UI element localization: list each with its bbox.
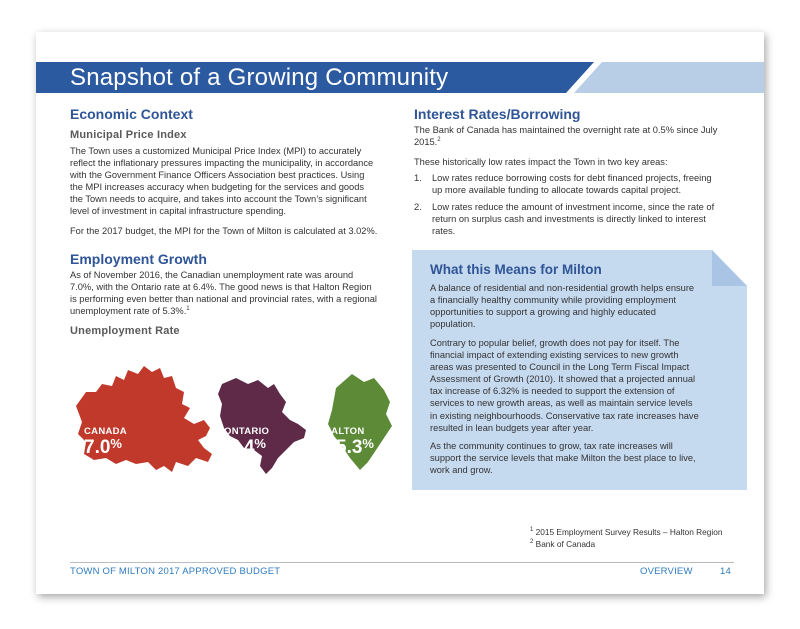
mpi-paragraph: The Town uses a customized Municipal Price Index (MPI) to accurately reflect the inflationary pressures impacting the municipality, in accordance with the Government Finance Officers Association best practices. Using the MPI increases accuracy when budgeting for the services and goods the Town needs to acquire, and takes into account the Town’s significant level of investment in capital infrastructure spending.: [70, 146, 374, 217]
footnote-2: $^2$ Bank of Canada: [530, 539, 596, 549]
footer-section: OVERVIEW: [640, 566, 693, 577]
footer-divider: [70, 562, 734, 563]
footnote-1: $^1$ 2015 Employment Survey Results – Halton Region: [530, 527, 723, 537]
ontario-value: 6.4%: [228, 436, 266, 458]
interest-intro: The Bank of Canada has maintained the overnight rate at 0.5% since July 2015.$^2$: [414, 125, 718, 148]
employment-growth-heading: Employment Growth: [70, 251, 207, 267]
unemployment-rate-heading: Unemployment Rate: [70, 325, 180, 337]
callout-paragraph-3: As the community continues to grow, tax rate increases will support the service levels that make Milton the best place to live, work and grow.: [430, 441, 696, 476]
callout-paragraph-1: A balance of residential and non-residential growth helps ensure a financially healthy community while providing employment opportunities to support a growing and highly educated population.: [430, 283, 695, 330]
employment-paragraph: As of November 2016, the Canadian unemployment rate was around 7.0%, with the Ontario rate at 6.4%. The good news is that Halton Region is performing even better than national and provincial rates, with a regional unemployment rate of 5.3%.$^1$: [70, 270, 377, 317]
interest-rates-heading: Interest Rates/Borrowing: [414, 106, 581, 122]
interest-lead: These historically low rates impact the Town in two key areas:: [414, 157, 668, 167]
page-number: 14: [720, 566, 731, 577]
halton-value: 5.3%: [336, 436, 374, 458]
callout-heading: What this Means for Milton: [430, 262, 602, 277]
mpi-heading: Municipal Price Index: [70, 129, 187, 141]
footer-title: TOWN OF MILTON 2017 APPROVED BUDGET: [70, 566, 281, 577]
economic-context-heading: Economic Context: [70, 106, 193, 122]
callout-paragraph-2: Contrary to popular belief, growth does not pay for itself. The financial impact of extending existing services to new growth areas was presented to Council in the Long Term Fiscal Impact Assessment of Growth (2010). It showed that a projected annual tax increase of 6.32% is needed to support the extension of services to new growth areas, as well as maintain service levels in existing neighbourhoods. Conservative tax rate increases have resulted in lean budgets year after year.: [430, 338, 699, 433]
milton-callout-box: [412, 250, 747, 490]
mpi-result: For the 2017 budget, the MPI for the Town of Milton is calculated at 3.02%.: [70, 226, 378, 236]
document-page: [36, 32, 764, 594]
interest-list: [414, 172, 749, 242]
ontario-label: ONTARIO: [224, 426, 270, 437]
unemployment-maps: [72, 362, 402, 492]
canada-label: CANADA: [84, 426, 127, 437]
page-title: Snapshot of a Growing Community: [70, 64, 449, 91]
halton-label: HALTON: [324, 426, 365, 437]
list-item: 2. Low rates reduce the amount of investment income, since the rate of return on surplus cash and investments is directly linked to interest rates.: [414, 202, 715, 237]
canada-value: 7.0%: [84, 436, 122, 458]
list-item: 1. Low rates reduce borrowing costs for debt financed projects, freeing up more available funding to allocate towards capital project.: [414, 173, 712, 196]
